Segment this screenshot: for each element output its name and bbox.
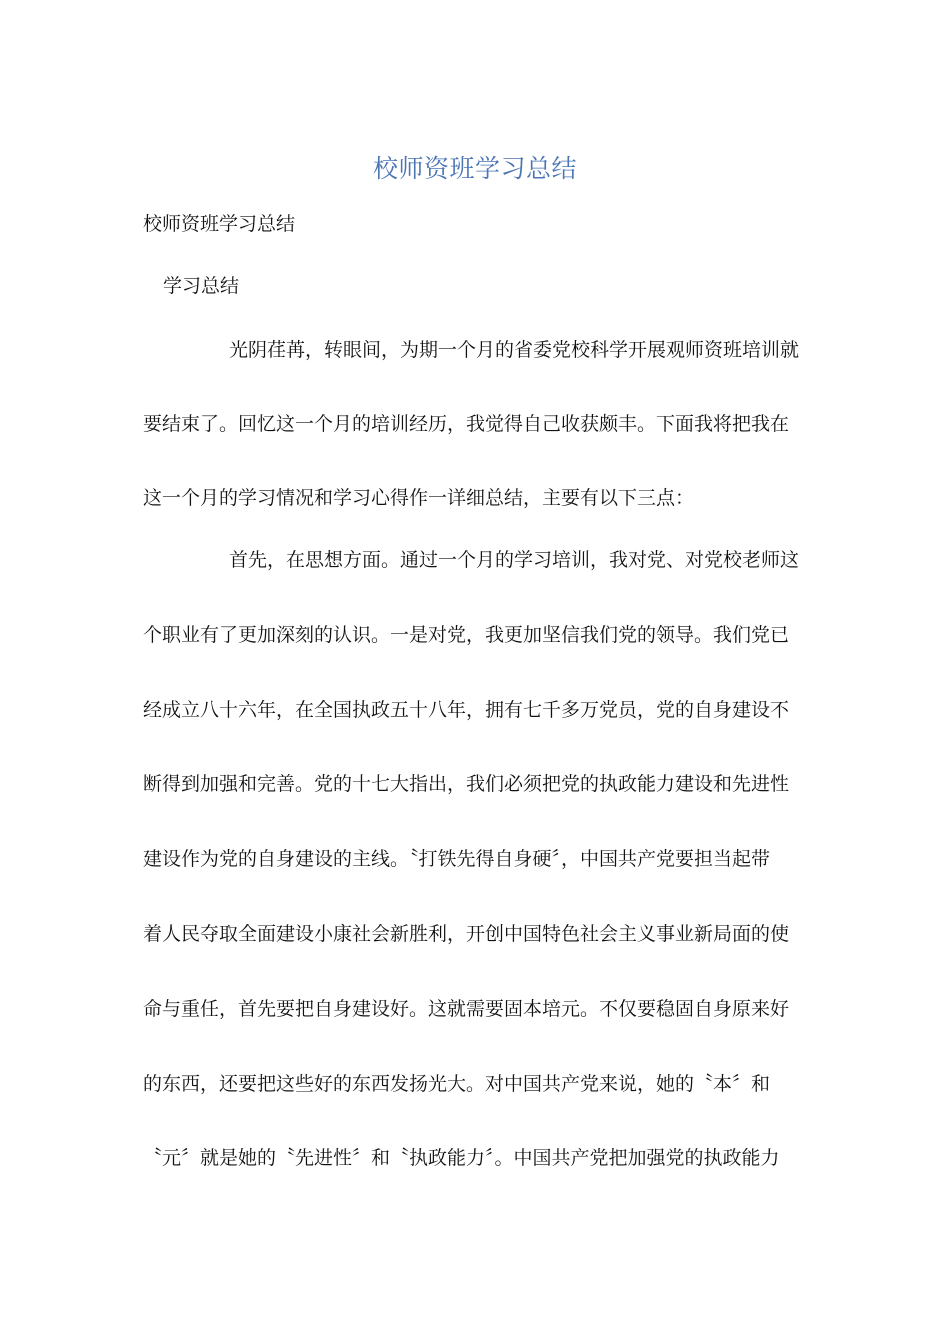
section-heading: 学习总结 [163,275,240,297]
paragraph-line: 经成立八十六年，在全国执政五十八年，拥有七千多万党员，党的自身建设不 [143,699,790,721]
paragraph-line: 着人民夺取全面建设小康社会新胜利，开创中国特色社会主义事业新局面的使 [143,923,790,945]
document-title: 校师资班学习总结 [372,154,577,183]
paragraph-line: 要结束了。回忆这一个月的培训经历，我觉得自己收获颇丰。下面我将把我在 [143,413,790,435]
paragraph-line: 首先，在思想方面。通过一个月的学习培训，我对党、对党校老师这 [229,549,800,571]
paragraph-line: 光阴荏苒，转眼间，为期一个月的省委党校科学开展观师资班培训就 [229,339,800,361]
document-subtitle: 校师资班学习总结 [143,213,296,235]
paragraph-line: 这一个月的学习情况和学习心得作一详细总结，主要有以下三点： [143,487,695,509]
paragraph-line: 〝元〞就是她的〝先进性〞和〝执政能力〞。中国共产党把加强党的执政能力 [143,1147,780,1169]
paragraph-line: 建设作为党的自身建设的主线。〝打铁先得自身硬〞，中国共产党要担当起带 [143,848,771,870]
paragraph-line: 命与重任，首先要把自身建设好。这就需要固本培元。不仅要稳固自身原来好 [143,998,790,1020]
paragraph-line: 个职业有了更加深刻的认识。一是对党，我更加坚信我们党的领导。我们党已 [143,624,790,646]
paragraph-line: 断得到加强和完善。党的十七大指出，我们必须把党的执政能力建设和先进性 [143,773,790,795]
paragraph-line: 的东西，还要把这些好的东西发扬光大。对中国共产党来说，她的〝本〞和 [143,1073,771,1095]
